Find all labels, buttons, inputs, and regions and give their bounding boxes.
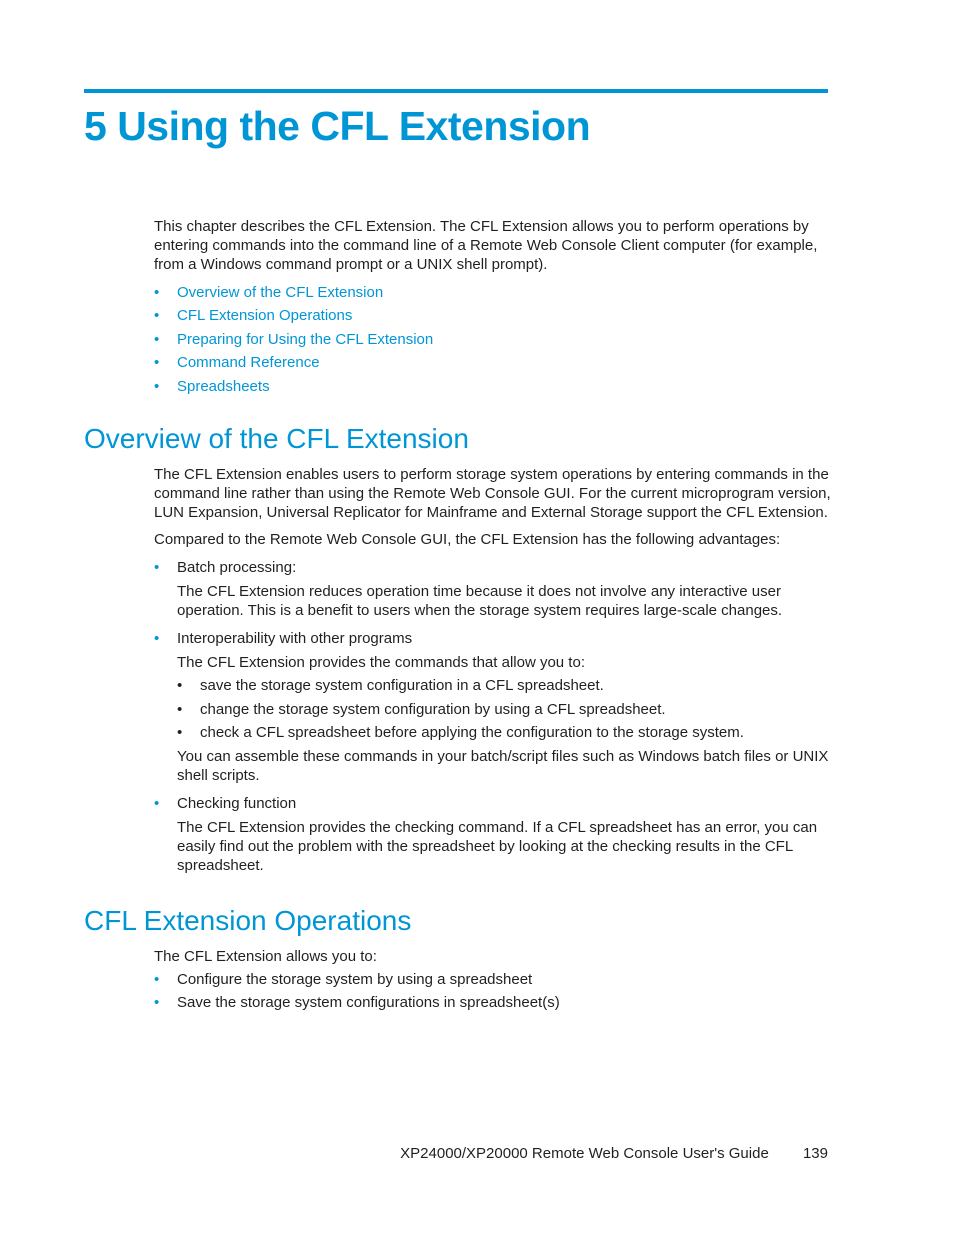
section-heading-operations: CFL Extension Operations <box>84 905 412 936</box>
capability-text: save the storage system configuration in a CFL spreadsheet. <box>200 677 604 694</box>
advantages-list <box>154 558 834 884</box>
overview-advantages-intro: Compared to the Remote Web Console GUI, the CFL Extension has the following advantages: <box>154 531 781 548</box>
toc-link-command-reference[interactable]: Command Reference <box>177 354 320 372</box>
bullet-icon: • <box>154 284 160 301</box>
chapter-intro: This chapter describes the CFL Extension. The CFL Extension allows you to perform operations by entering commands into the command line of a Remote Web Console Client computer (for example, from a Windows command prompt or a UNIX shell prompt). <box>154 218 818 273</box>
toc-link-overview[interactable]: Overview of the CFL Extension <box>177 284 384 301</box>
advantage-label: Checking function <box>177 794 297 812</box>
page-number: 139 <box>802 1145 828 1162</box>
bullet-icon: • <box>154 971 160 988</box>
toc-link-operations[interactable]: CFL Extension Operations <box>177 307 353 325</box>
bullet-icon: • <box>154 994 160 1011</box>
advantage-footnote: You can assemble these commands in your batch/script files such as Windows batch files or UNIX shell scripts. <box>177 747 829 784</box>
chapter-title: 5 Using the CFL Extension <box>84 103 591 149</box>
advantage-description: The CFL Extension provides the commands that allow you to: <box>177 654 585 671</box>
bullet-icon: • <box>177 724 183 741</box>
advantage-label: Interoperability with other programs <box>177 630 413 647</box>
toc-link-spreadsheets[interactable]: Spreadsheets <box>177 377 270 395</box>
advantage-item <box>154 794 834 875</box>
bullet-icon: • <box>154 794 160 812</box>
bullet-icon: • <box>154 330 160 348</box>
toc-item <box>154 353 654 376</box>
toc-item <box>154 306 654 329</box>
operations-list <box>154 970 834 1016</box>
toc-item <box>154 283 654 306</box>
bullet-icon: • <box>154 559 160 576</box>
advantage-label: Batch processing: <box>177 559 297 576</box>
footer-guide-title: XP24000/XP20000 Remote Web Console User's Guide <box>400 1145 769 1162</box>
bullet-icon: • <box>154 354 160 372</box>
operation-text: Save the storage system configurations in spreadsheet(s) <box>177 994 560 1011</box>
capability-item <box>177 723 834 742</box>
bullet-icon: • <box>177 700 183 718</box>
bullet-icon: • <box>154 377 160 395</box>
capability-text: check a CFL spreadsheet before applying the configuration to the storage system. <box>200 724 744 741</box>
capability-item <box>177 700 834 719</box>
chapter-top-rule <box>84 89 828 93</box>
operation-text: Configure the storage system by using a spreadsheet <box>177 971 533 988</box>
bullet-icon: • <box>177 677 183 694</box>
chapter-toc <box>154 283 654 400</box>
advantage-item <box>154 558 834 620</box>
toc-item <box>154 330 654 353</box>
advantage-description: The CFL Extension reduces operation time because it does not involve any interactive user operation. This is a benefit to users when the storage system requires large-scale changes. <box>177 583 783 619</box>
advantage-description: The CFL Extension provides the checking command. If a CFL spreadsheet has an error, you can easily find out the problem with the spreadsheet by looking at the checking results in the CFL spreadsheet. <box>177 818 818 874</box>
overview-paragraph: The CFL Extension enables users to perform storage system operations by entering commands in the command line rather than using the Remote Web Console GUI. For the current microprogram version, LUN Expansion, Universal Replicator for Mainframe and External Storage support the CFL Extension. <box>154 466 831 521</box>
command-capabilities-list <box>177 676 834 742</box>
bullet-icon: • <box>154 630 160 647</box>
operation-item <box>154 970 834 989</box>
capability-item <box>177 676 834 695</box>
bullet-icon: • <box>154 307 160 325</box>
toc-link-preparing[interactable]: Preparing for Using the CFL Extension <box>177 330 434 348</box>
section-heading-overview: Overview of the CFL Extension <box>84 423 469 454</box>
operation-item <box>154 993 834 1012</box>
advantage-item <box>154 629 834 785</box>
capability-text: change the storage system configuration by using a CFL spreadsheet. <box>200 700 666 718</box>
toc-item <box>154 377 654 400</box>
page-footer <box>400 1144 828 1163</box>
operations-intro: The CFL Extension allows you to: <box>154 948 377 965</box>
